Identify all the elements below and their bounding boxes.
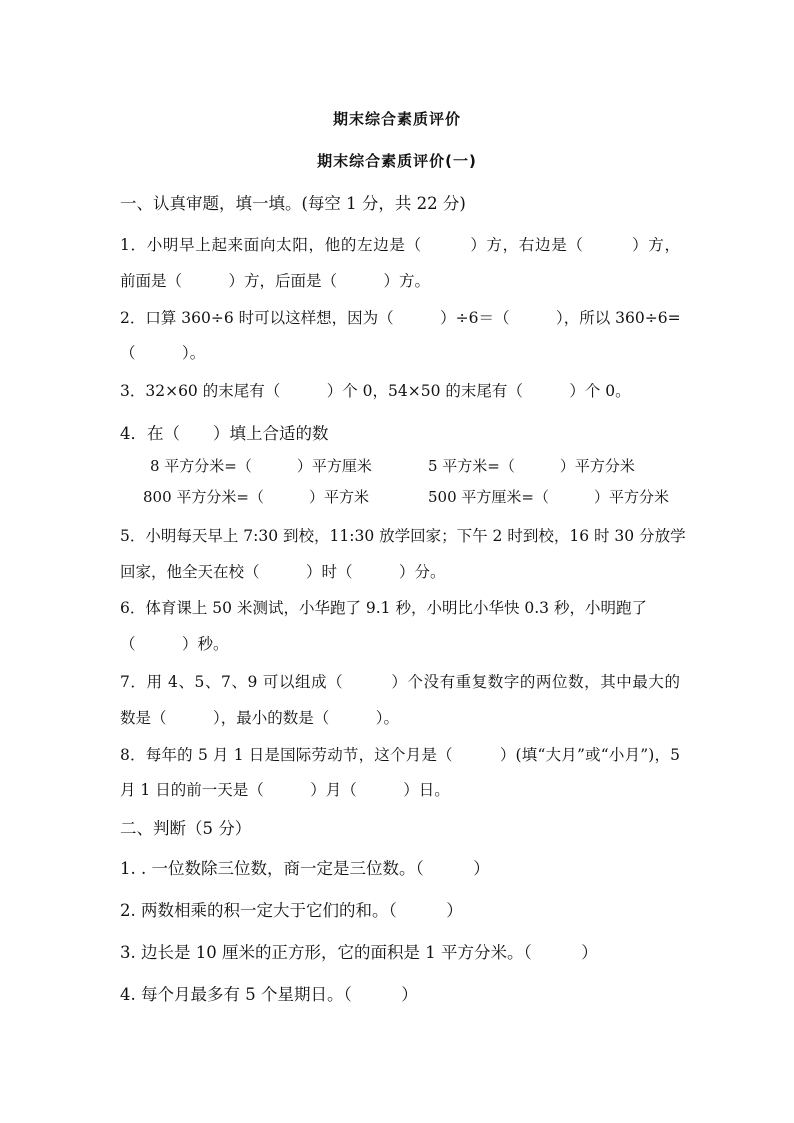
- q5-line1: 5．小明每天早上 7:30 到校，11:30 放学回家；下午 2 时到校，16 时 30 分放学: [120, 527, 686, 545]
- q4-item-2: 5 平方米=（ ）平方分米: [428, 457, 635, 475]
- q6-line2: （ ）秒。: [120, 635, 229, 653]
- q4-item-4: 500 平方厘米=（ ）平方分米: [428, 488, 669, 506]
- q4-stem: 4．在（ ）填上合适的数: [120, 424, 329, 443]
- q4-item-3: 800 平方分米=（ ）平方米: [143, 488, 369, 506]
- page-subtitle: 期末综合素质评价(一): [317, 152, 477, 170]
- section2-heading: 二、判断（5 分）: [120, 819, 252, 838]
- q2-line2: （ ）。: [120, 344, 206, 362]
- q3-line: 3．32×60 的末尾有（ ）个 0，54×50 的末尾有（ ）个 0。: [120, 382, 631, 400]
- q1-line2: 前面是（ ）方，后面是（ ）方。: [120, 272, 431, 290]
- section1-heading: 一、认真审题，填一填。(每空 1 分，共 22 分): [120, 194, 466, 213]
- judge-item-3: 3. 边长是 10 厘米的正方形，它的面积是 1 平方分米。（ ）: [120, 943, 598, 962]
- q4-item-1: 8 平方分米=（ ）平方厘米: [150, 457, 372, 475]
- q6-line1: 6．体育课上 50 米测试，小华跑了 9.1 秒，小明比小华快 0.3 秒，小明跑了: [120, 599, 647, 617]
- judge-item-1: 1. . 一位数除三位数，商一定是三位数。（ ）: [120, 859, 490, 878]
- q8-line1: 8．每年的 5 月 1 日是国际劳动节，这个月是（ ）(填“大月”或“小月”)，5: [120, 746, 680, 764]
- q7-line2: 数是（ ），最小的数是（ ）。: [120, 709, 400, 727]
- q7-line1: 7．用 4、5、7、9 可以组成（ ）个没有重复数字的两位数，其中最大的: [120, 673, 680, 691]
- judge-item-4: 4. 每个月最多有 5 个星期日。（ ）: [120, 985, 418, 1004]
- judge-item-2: 2. 两数相乘的积一定大于它们的和。（ ）: [120, 901, 463, 920]
- q1-line1: 1．小明早上起来面向太阳，他的左边是（ ）方，右边是（ ）方，: [120, 236, 680, 254]
- page-title: 期末综合素质评价: [332, 110, 461, 128]
- q8-line2: 月 1 日的前一天是（ ）月（ ）日。: [120, 781, 450, 799]
- q2-line1: 2．口算 360÷6 时可以这样想，因为（ ）÷6＝（ ），所以 360÷6=: [120, 309, 681, 327]
- q5-line2: 回家，他全天在校（ ）时（ ）分。: [120, 563, 446, 581]
